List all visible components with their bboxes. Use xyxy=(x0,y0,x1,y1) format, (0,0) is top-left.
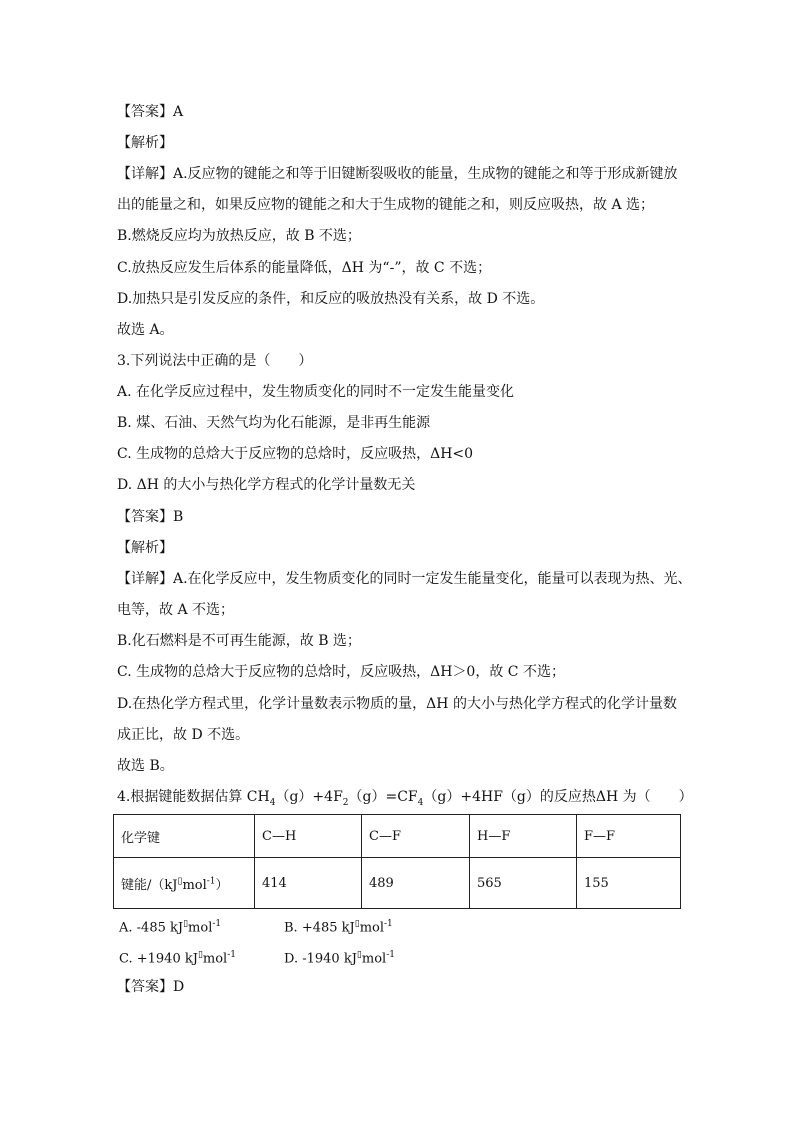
analysis-label: 【解析】 xyxy=(117,540,173,556)
option-c: C. +1940 kJ▯mol$^{-1}$ xyxy=(119,950,236,967)
q4-subscript: 4 xyxy=(417,797,424,808)
table-cell: H—F xyxy=(470,815,577,858)
option-line: A. 在化学反应过程中，发生物质变化的同时不一定发生能量变化 xyxy=(117,384,515,400)
option-a: A. -485 kJ▯mol$^{-1}$ xyxy=(119,919,222,936)
bond-energy-table xyxy=(113,814,681,909)
answer-label: 【答案】B xyxy=(117,509,184,525)
answer-label: 【答案】A xyxy=(117,104,184,120)
option-line: D. ΔH 的大小与热化学方程式的化学计量数无关 xyxy=(117,477,416,493)
question-title: 3.下列说法中正确的是（ ） xyxy=(117,353,313,369)
conclusion-line: 故选 A。 xyxy=(117,322,174,338)
table-cell: C—F xyxy=(362,815,470,858)
analysis-label: 【解析】 xyxy=(117,135,173,151)
detail-line: D.在热化学方程式里，化学计量数表示物质的量，ΔH 的大小与热化学方程式的化学计量数 xyxy=(117,696,677,712)
q4-text: （g）+4HF（g）的反应热ΔH 为（ ） xyxy=(423,789,693,805)
detail-line: 【详解】A.反应物的键能之和等于旧键断裂吸收的能量，生成物的键能之和等于形成新键放 xyxy=(117,166,678,182)
q4-subscript: 4 xyxy=(269,797,276,808)
option-b: B. +485 kJ▯mol$^{-1}$ xyxy=(284,919,393,936)
detail-line: C. 生成物的总焓大于反应物的总焓时，反应吸热，ΔH＞0，故 C 不选； xyxy=(117,664,565,680)
detail-line: B.燃烧反应均为放热反应，故 B 不选； xyxy=(117,228,361,244)
option-line: B. 煤、石油、天然气均为化石能源，是非再生能源 xyxy=(117,415,431,431)
detail-line: C.放热反应发生后体系的能量降低，ΔH 为“-”，故 C 不选； xyxy=(117,260,492,276)
detail-line: 电等，故 A 不选； xyxy=(117,602,235,618)
conclusion-line: 故选 B。 xyxy=(117,758,174,774)
option-line: C. 生成物的总焓大于反应物的总焓时，反应吸热，ΔH<0 xyxy=(117,446,474,462)
question-4-title xyxy=(117,787,693,813)
table-cell: 489 xyxy=(362,858,470,909)
detail-line: D.加热只是引发反应的条件，和反应的吸放热没有关系，故 D 不选。 xyxy=(117,291,545,307)
table-cell: 155 xyxy=(577,858,681,909)
q4-subscript: 2 xyxy=(342,797,349,808)
detail-line: 出的能量之和，如果反应物的键能之和大于生成物的键能之和，则反应吸热，故 A 选； xyxy=(117,197,655,213)
q4-text: （g）+4F xyxy=(275,789,343,805)
table-cell: 565 xyxy=(470,858,577,909)
table-cell: 414 xyxy=(255,858,362,909)
table-cell: F—F xyxy=(577,815,681,858)
table-cell: 键能/（kJ▯mol$^{-1}$） xyxy=(114,858,255,909)
option-d: D. -1940 kJ▯mol$^{-1}$ xyxy=(284,950,395,967)
q4-text: （g）=CF xyxy=(348,789,418,805)
table-cell: 化学键 xyxy=(114,815,255,858)
answer-label: 【答案】D xyxy=(117,979,185,995)
table-cell: C—H xyxy=(255,815,362,858)
detail-line: 成正比，故 D 不选。 xyxy=(117,727,250,743)
table-row xyxy=(114,858,681,909)
table-row xyxy=(114,815,681,858)
detail-line: 【详解】A.在化学反应中，发生物质变化的同时一定发生能量变化，能量可以表现为热、光、 xyxy=(117,571,692,587)
detail-line: B.化石燃料是不可再生能源，故 B 选； xyxy=(117,633,361,649)
q4-text: 4.根据键能数据估算 CH xyxy=(117,789,270,805)
